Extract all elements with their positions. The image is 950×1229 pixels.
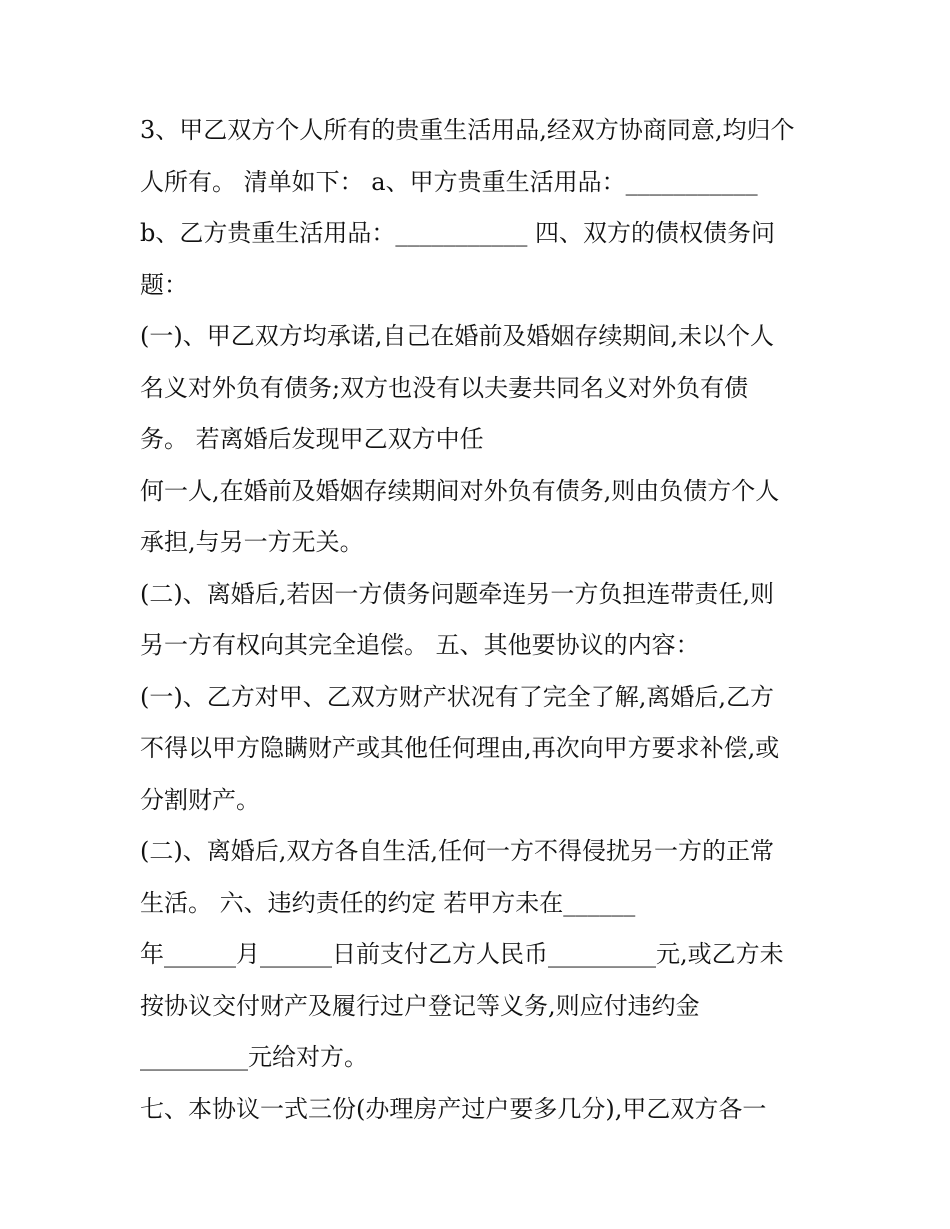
text-line: 另一方有权向其完全追偿。 五、其他要协议的内容： — [140, 631, 700, 659]
text-line: 年______月______日前支付乙方人民币_________元,或乙方未 — [140, 940, 784, 968]
text-line: 不得以甲方隐瞒财产或其他任何理由,再次向甲方要求补偿,或 — [140, 734, 780, 762]
text-line: b、乙方贵重生活用品：___________ 四、双方的债权债务问 — [140, 219, 775, 247]
text-line: 生活。 六、违约责任的约定 若甲方未在______ — [140, 888, 636, 917]
text-line: 3、甲乙双方个人所有的贵重生活用品,经双方协商同意,均归个 — [140, 116, 795, 144]
text-line: 务。 若离婚后发现甲乙双方中任 — [140, 425, 484, 453]
text-line: 名义对外负有债务;双方也没有以夫妻共同名义对外负有债 — [140, 373, 749, 402]
text-line: 题： — [140, 270, 188, 299]
text-line: 分割财产。 — [140, 785, 260, 814]
text-line: (一)、甲乙双方均承诺,自己在婚前及婚姻存续期间,未以个人 — [140, 322, 774, 350]
agreement-body-text — [140, 105, 830, 1135]
text-line: (二)、离婚后,双方各自生活,任何一方不得侵扰另一方的正常 — [140, 837, 774, 865]
text-line: 人所有。 清单如下： a、甲方贵重生活用品：___________ — [140, 167, 758, 196]
text-line: 七、本协议一式三份(办理房产过户要多几分),甲乙双方各一 — [140, 1094, 767, 1123]
text-line: (二)、离婚后,若因一方债务问题牵连另一方负担连带责任,则 — [140, 579, 774, 608]
text-line: 按协议交付财产及履行过户登记等义务,则应付违约金 — [140, 991, 700, 1020]
text-line: 承担,与另一方无关。 — [140, 528, 364, 556]
text-line: 何一人,在婚前及婚姻存续期间对外负有债务,则由负债方个人 — [140, 476, 780, 505]
text-line: _________元给对方。 — [140, 1043, 368, 1071]
text-line: (一)、乙方对甲、乙双方财产状况有了完全了解,离婚后,乙方 — [140, 682, 774, 711]
